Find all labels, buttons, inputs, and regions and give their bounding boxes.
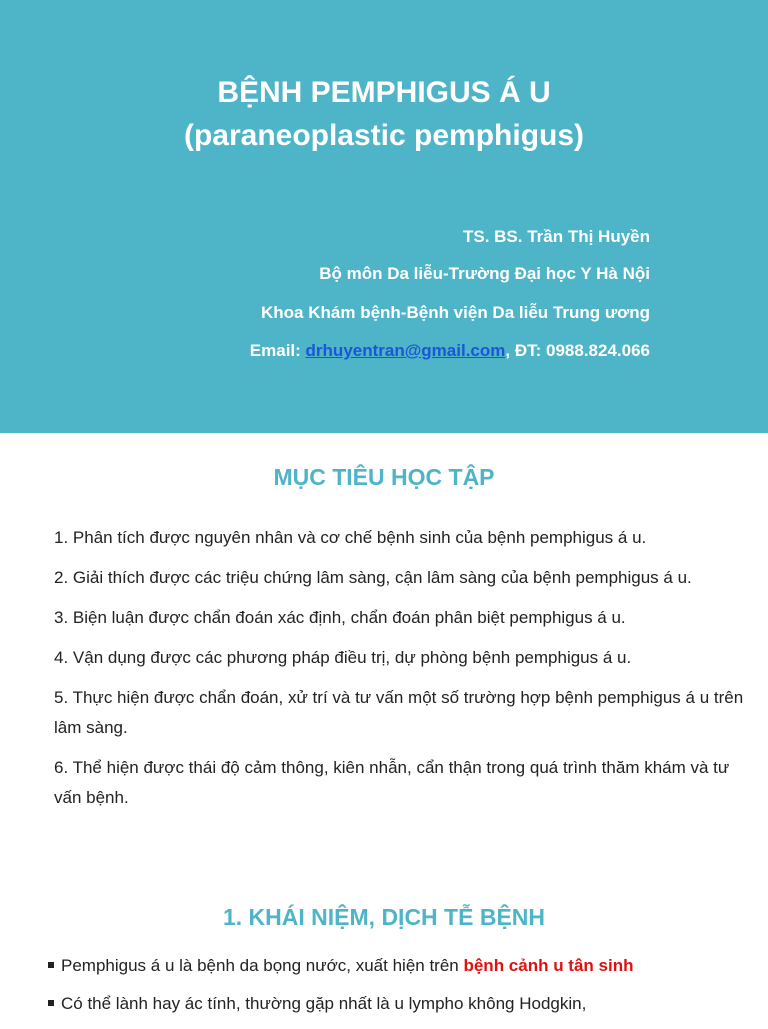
objective-item: 6. Thể hiện được thái độ cảm thông, kiên nhẫn, cẩn thận trong quá trình thăm khám và tư vấn bệnh. [54, 758, 730, 807]
bullet-item [48, 953, 748, 979]
email-label: Email: [249, 341, 306, 360]
objective-item: 1. Phân tích được nguyên nhân và cơ chế bệnh sinh của bệnh pemphigus á u. [54, 528, 647, 547]
section1-heading: 1. KHÁI NIỆM, DỊCH TỄ BỆNH [222, 904, 546, 930]
bullet-highlight: bệnh cảnh u tân sinh [463, 956, 634, 975]
document-title: BỆNH PEMPHIGUS Á U [217, 76, 551, 109]
objective-item: 3. Biện luận được chẩn đoán xác định, chẩn đoán phân biệt pemphigus á u. [54, 608, 626, 627]
document-subtitle: (paraneoplastic pemphigus) [183, 119, 585, 152]
phone-text: , ĐT: 0988.824.066 [505, 341, 650, 360]
author-name: TS. BS. Trần Thị Huyền [462, 227, 650, 246]
section1-bullets [48, 953, 748, 1029]
objective-item: 5. Thực hiện được chẩn đoán, xử trí và tư vấn một số trường hợp bệnh pemphigus á u trên lâm sàng. [54, 688, 744, 737]
objective-item: 4. Vận dụng được các phương pháp điều trị, dự phòng bệnh pemphigus á u. [54, 648, 632, 667]
bullet-text: Có thể lành hay ác tính, thường gặp nhất là u lympho không Hodgkin, [61, 994, 587, 1013]
objectives-list [54, 523, 744, 823]
author-department: Bộ môn Da liễu-Trường Đại học Y Hà Nội [319, 264, 650, 283]
bullet-item [48, 991, 748, 1017]
objectives-heading: MỤC TIÊU HỌC TẬP [273, 464, 495, 490]
author-contact [250, 341, 650, 361]
author-clinic: Khoa Khám bệnh-Bệnh viện Da liễu Trung ương [261, 303, 650, 322]
objective-item: 2. Giải thích được các triệu chứng lâm sàng, cận lâm sàng của bệnh pemphigus á u. [54, 568, 692, 587]
email-link[interactable]: drhuyentran@gmail.com [305, 341, 506, 360]
bullet-text: Pemphigus á u là bệnh da bọng nước, xuất hiện trên [61, 956, 464, 975]
header-banner [0, 0, 768, 433]
square-bullet-icon [48, 1000, 54, 1006]
square-bullet-icon [48, 962, 54, 968]
